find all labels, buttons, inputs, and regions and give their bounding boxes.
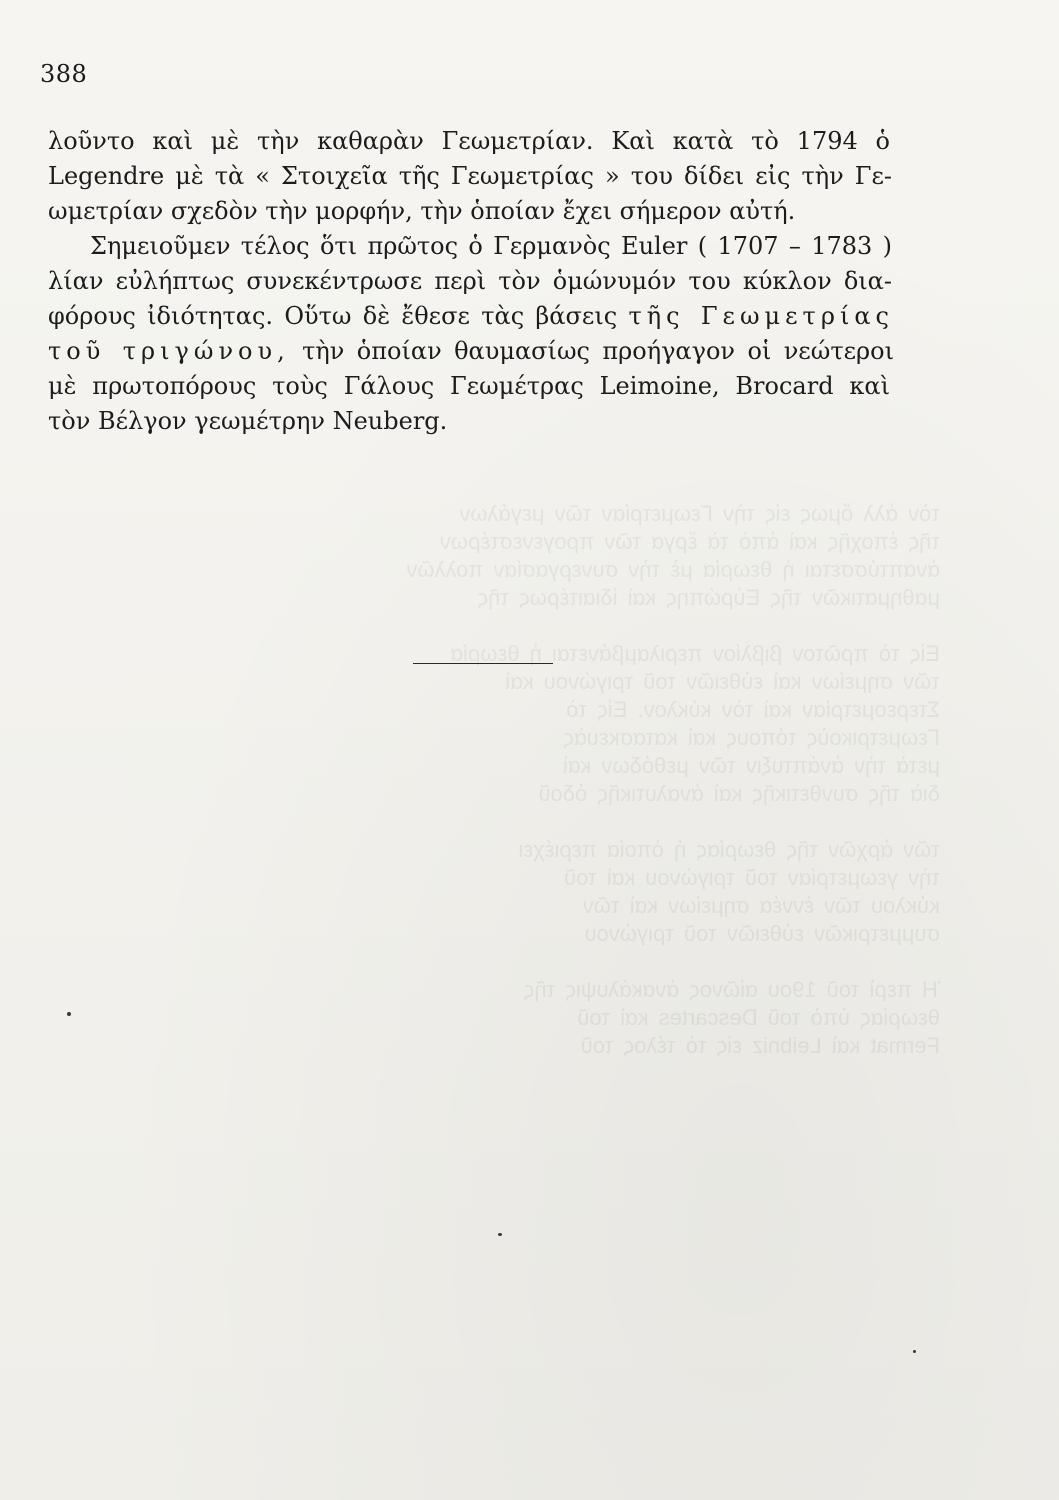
reverse-side-bleed-through: τὸν ἀλλ ὅμως εἰς τὴν Γεωμετρίαν τῶν μεγάλων τῆς ἐποχῆς καὶ ἀπὸ τὰ ἔργα τῶν προγενεστέρων ἀναπτύσσεται ἡ θεωρία μὲ τὴν συνεργασίαν πολλῶν μαθηματικῶν τῆς Εὐρώπης καὶ ἰδιαιτέρως τῆς Εἰς τὸ πρῶτον βιβλίον περιλαμβάνεται ἡ θεωρία τῶν σημείων καὶ εὐθειῶν τοῦ τριγώνου καὶ Στερεομετρίαν καὶ τὸν κύκλον. Εἰς τὸ Γεωμετρικοὺς τόπους καὶ κατασκευὰς μετὰ τὴν ἀνάπτυξιν τῶν μεθόδων καὶ διὰ τῆς συνθετικῆς καὶ ἀναλυτικῆς ὁδοῦ τῶν ἀρχῶν τῆς θεωρίας ἡ ὁποία περιέχει τὴν γεωμετρίαν τοῦ τριγώνου καὶ τοῦ κύκλου τῶν ἐννέα σημείων καὶ τῶν συμμετρικῶν εὐθειῶν τοῦ τριγώνου Ἡ περὶ τοῦ 19ου αἰῶνος ἀνακάλυψις τῆς θεωρίας ὑπὸ τοῦ Descartes καὶ τοῦ Fermat καὶ Leibniz εἰς τὸ τέλος τοῦ [406, 501, 940, 1058]
paragraph-line: λίαν εὐλήπτως συνεκέντρωσε περὶ τὸν ὁμώνυμόν του κύκλον δια- [48, 267, 892, 295]
paragraph-line [48, 337, 894, 365]
page-number: 388 [40, 60, 88, 88]
spaced-emphasis: τοῦ τριγώνου, [48, 337, 290, 365]
spaced-emphasis: τῆς Γεωμετρίας [628, 302, 894, 330]
print-speck [498, 1233, 502, 1236]
paragraph-line: Σημειοῦμεν τέλος ὅτι πρῶτος ὁ Γερμανὸς Euler ( 1707 – 1783 ) [90, 232, 892, 260]
paragraph-line: τὸν Βέλγον γεωμέτρην Neuberg. [48, 407, 448, 435]
paragraph-line: μὲ πρωτοπόρους τοὺς Γάλους Γεωμέτρας Leimoine, Brocard καὶ [48, 372, 890, 400]
paragraph-line: λοῦντο καὶ μὲ τὴν καθαρὰν Γεωμετρίαν. Καὶ κατὰ τὸ 1794 ὁ [48, 127, 890, 155]
print-speck [913, 1350, 916, 1353]
print-speck [67, 1012, 71, 1016]
line-text: τὴν ὁποίαν θαυμασίως προήγαγον οἱ νεώτεροι [302, 337, 894, 365]
paragraph-line: ωμετρίαν σχεδὸν τὴν μορφήν, τὴν ὁποίαν ἔχει σήμερον αὐτή. [48, 197, 796, 225]
paragraph-line: Legendre μὲ τὰ « Στοιχεῖα τῆς Γεωμετρίας » του δίδει εἰς τὴν Γε- [48, 162, 892, 190]
line-text: φόρους ἰδιότητας. Οὕτω δὲ ἔθεσε τὰς βάσεις [48, 302, 618, 330]
paragraph-line [48, 302, 894, 330]
section-divider [413, 663, 553, 664]
